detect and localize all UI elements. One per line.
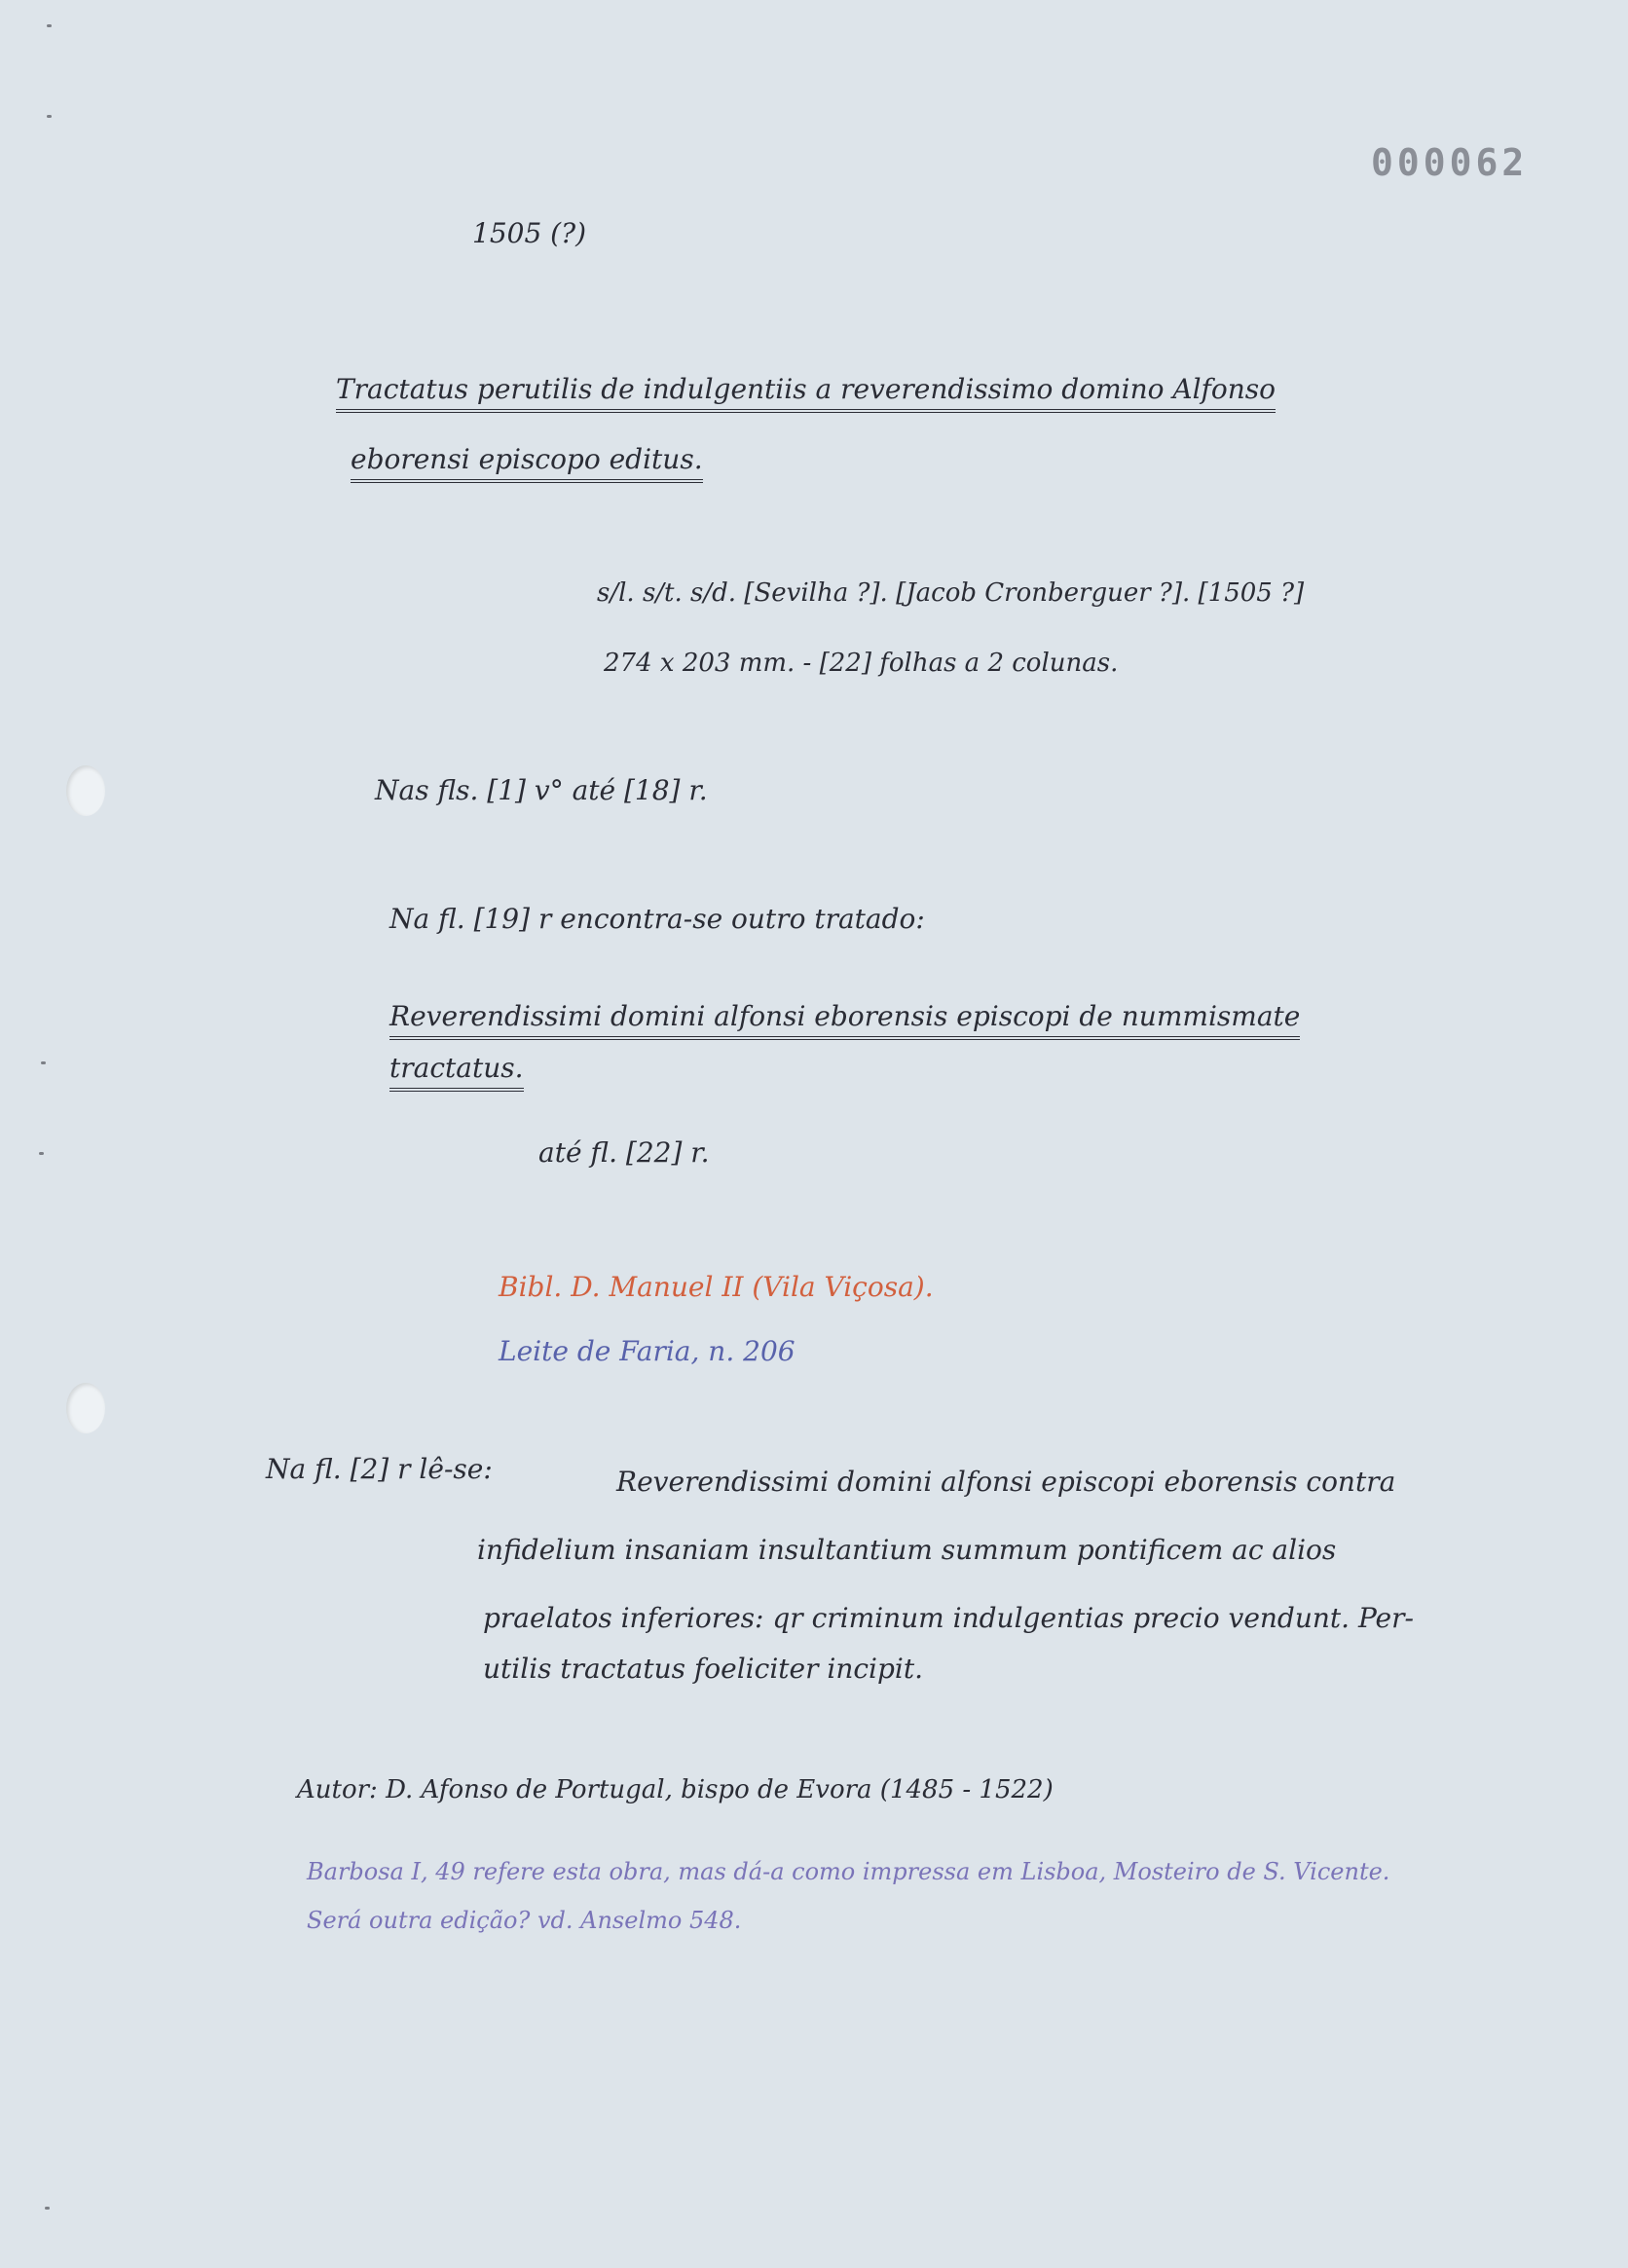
note-line-1: Barbosa I, 49 refere esta obra, mas dá-a como impressa em Lisboa, Mosteiro de S. Vicente. — [307, 1858, 1390, 1885]
title-line-2: eborensi episcopo editus. — [351, 446, 703, 483]
reading-line-2: infidelium insaniam insultantium summum pontificem ac alios — [477, 1534, 1337, 1566]
note-line-2: Será outra edição? vd. Anselmo 548. — [307, 1907, 742, 1934]
reading-line-3: praelatos inferiores: qr criminum indulgentias precio vendunt. Per- — [483, 1602, 1414, 1634]
bibliographic-reference: Leite de Faria, n. 206 — [499, 1335, 796, 1367]
title-line-1: Tractatus perutilis de indulgentiis a reverendissimo domino Alfonso — [336, 376, 1276, 413]
date-heading: 1505 (?) — [472, 217, 587, 249]
punch-hole-bottom — [66, 1383, 105, 1433]
paper-speck — [41, 1061, 46, 1064]
reading-label: Na fl. [2] r lê-se: — [266, 1453, 493, 1485]
punch-hole-top — [66, 765, 105, 816]
other-title-line-2: tractatus. — [389, 1055, 524, 1092]
other-title-line-1: Reverendissimi domini alfonsi eborensis episcopi de nummismate — [389, 1003, 1300, 1040]
imprint-line-2: 274 x 203 mm. - [22] folhas a 2 colunas. — [604, 649, 1119, 678]
leaves-range: Nas fls. [1] v° até [18] r. — [375, 774, 708, 806]
paper-speck — [45, 2207, 50, 2210]
paper-speck — [47, 115, 52, 118]
sheet-number-stamp: 000062 — [1371, 141, 1529, 184]
library-holding: Bibl. D. Manuel II (Vila Viçosa). — [499, 1271, 934, 1303]
paper-speck — [39, 1152, 44, 1155]
other-treatise-intro: Na fl. [19] r encontra-se outro tratado: — [389, 903, 925, 935]
until-leaf: até fl. [22] r. — [538, 1136, 710, 1169]
author-line: Autor: D. Afonso de Portugal, bispo de Evora (1485 - 1522) — [297, 1775, 1054, 1804]
reading-line-1: Reverendissimi domini alfonsi episcopi eborensis contra — [616, 1466, 1396, 1498]
paper-speck — [47, 24, 52, 27]
reading-line-4: utilis tractatus foeliciter incipit. — [483, 1653, 924, 1685]
imprint-line-1: s/l. s/t. s/d. [Sevilha ?]. [Jacob Cronberguer ?]. [1505 ?] — [597, 578, 1305, 608]
